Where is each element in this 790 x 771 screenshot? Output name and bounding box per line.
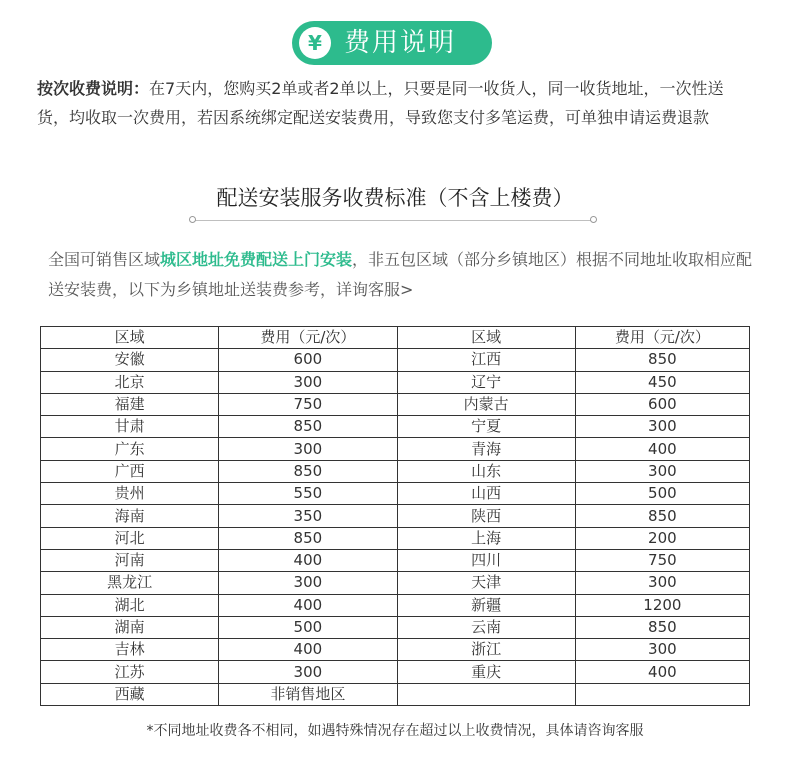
cell-fee <box>575 683 749 705</box>
table-row <box>41 639 750 661</box>
cell-fee: 600 <box>575 393 749 415</box>
header-fee: 费用（元/次） <box>219 327 397 349</box>
table-row <box>41 527 750 549</box>
table-body <box>41 349 750 706</box>
cell-region: 湖北 <box>41 594 219 616</box>
note-after-link[interactable]: ，非五包区域（部分乡镇地区）根据不同地址收取相应配送安装费，以下为乡镇地址送装费参考，详询客服> <box>48 250 753 299</box>
header-region: 区域 <box>41 327 219 349</box>
cell-region: 天津 <box>397 572 575 594</box>
cell-region: 宁夏 <box>397 416 575 438</box>
cell-fee: 1200 <box>575 594 749 616</box>
table-row <box>41 594 750 616</box>
table-row <box>41 683 750 705</box>
cell-fee: 300 <box>575 460 749 482</box>
cell-region: 浙江 <box>397 639 575 661</box>
cell-region: 辽宁 <box>397 371 575 393</box>
table-row <box>41 572 750 594</box>
cell-region: 河北 <box>41 527 219 549</box>
page-title: 费用说明 <box>344 28 457 58</box>
cell-fee: 750 <box>575 549 749 571</box>
note-before: 全国可销售区域 <box>48 250 161 269</box>
description-label: 按次收费说明： <box>37 79 150 98</box>
cell-fee: 300 <box>219 572 397 594</box>
cell-region: 上海 <box>397 527 575 549</box>
table-header-row <box>41 327 750 349</box>
cell-fee: 350 <box>219 505 397 527</box>
cell-region: 安徽 <box>41 349 219 371</box>
table-row <box>41 661 750 683</box>
cell-fee: 300 <box>219 661 397 683</box>
cell-region: 新疆 <box>397 594 575 616</box>
cell-region: 云南 <box>397 616 575 638</box>
cell-region: 湖南 <box>41 616 219 638</box>
cell-fee: 400 <box>219 639 397 661</box>
cell-fee: 200 <box>575 527 749 549</box>
table-row <box>41 371 750 393</box>
cell-fee: 600 <box>219 349 397 371</box>
cell-fee: 300 <box>219 438 397 460</box>
divider-dot-left <box>189 216 196 223</box>
cell-region: 海南 <box>41 505 219 527</box>
cell-region: 河南 <box>41 549 219 571</box>
cell-fee: 300 <box>575 416 749 438</box>
description <box>37 74 755 132</box>
cell-region: 福建 <box>41 393 219 415</box>
header-region: 区域 <box>397 327 575 349</box>
table-row <box>41 483 750 505</box>
cell-region: 青海 <box>397 438 575 460</box>
header-pill <box>292 21 492 65</box>
table-row <box>41 416 750 438</box>
footer-note: *不同地址收费各不相同，如遇特殊情况存在超过以上收费情况，具体请咨询客服 <box>146 723 644 739</box>
table-row <box>41 505 750 527</box>
cell-region: 北京 <box>41 371 219 393</box>
cell-fee: 300 <box>219 371 397 393</box>
table-row <box>41 549 750 571</box>
cell-region: 广东 <box>41 438 219 460</box>
cell-fee: 850 <box>219 460 397 482</box>
cell-fee: 450 <box>575 371 749 393</box>
cell-region <box>397 683 575 705</box>
cell-fee: 550 <box>219 483 397 505</box>
cell-region: 江苏 <box>41 661 219 683</box>
cell-region: 西藏 <box>41 683 219 705</box>
table-row <box>41 616 750 638</box>
cell-fee: 500 <box>219 616 397 638</box>
cell-region: 吉林 <box>41 639 219 661</box>
cell-fee: 850 <box>575 505 749 527</box>
title-divider <box>192 220 594 221</box>
cell-fee: 750 <box>219 393 397 415</box>
cell-fee: 400 <box>219 549 397 571</box>
cell-region: 山西 <box>397 483 575 505</box>
cell-region: 山东 <box>397 460 575 482</box>
cell-region: 甘肃 <box>41 416 219 438</box>
note-highlight: 城区地址免费配送上门安装 <box>160 250 353 269</box>
cell-fee: 300 <box>575 572 749 594</box>
cell-region: 陕西 <box>397 505 575 527</box>
cell-fee: 850 <box>219 416 397 438</box>
table-row <box>41 393 750 415</box>
header-fee: 费用（元/次） <box>575 327 749 349</box>
fee-table <box>40 326 750 706</box>
table-row <box>41 438 750 460</box>
yen-icon: ¥ <box>299 27 331 59</box>
cell-fee: 850 <box>575 349 749 371</box>
cell-region: 黑龙江 <box>41 572 219 594</box>
cell-region: 内蒙古 <box>397 393 575 415</box>
cell-fee: 400 <box>219 594 397 616</box>
divider-dot-right <box>590 216 597 223</box>
cell-fee: 非销售地区 <box>219 683 397 705</box>
cell-region: 贵州 <box>41 483 219 505</box>
cell-fee: 300 <box>575 639 749 661</box>
standard-title: 配送安装服务收费标准（不含上楼费） <box>216 186 574 210</box>
table-row <box>41 460 750 482</box>
coverage-note <box>48 245 763 305</box>
cell-fee: 400 <box>575 661 749 683</box>
cell-fee: 500 <box>575 483 749 505</box>
table-row <box>41 349 750 371</box>
cell-region: 江西 <box>397 349 575 371</box>
cell-fee: 850 <box>219 527 397 549</box>
cell-region: 四川 <box>397 549 575 571</box>
cell-fee: 850 <box>575 616 749 638</box>
description-text: 在7天内，您购买2单或者2单以上，只要是同一收货人，同一收货地址，一次性送货，均收取一次费用，若因系统绑定配送安装费用，导致您支付多笔运费，可单独申请运费退款 <box>37 79 724 127</box>
cell-region: 广西 <box>41 460 219 482</box>
cell-fee: 400 <box>575 438 749 460</box>
cell-region: 重庆 <box>397 661 575 683</box>
